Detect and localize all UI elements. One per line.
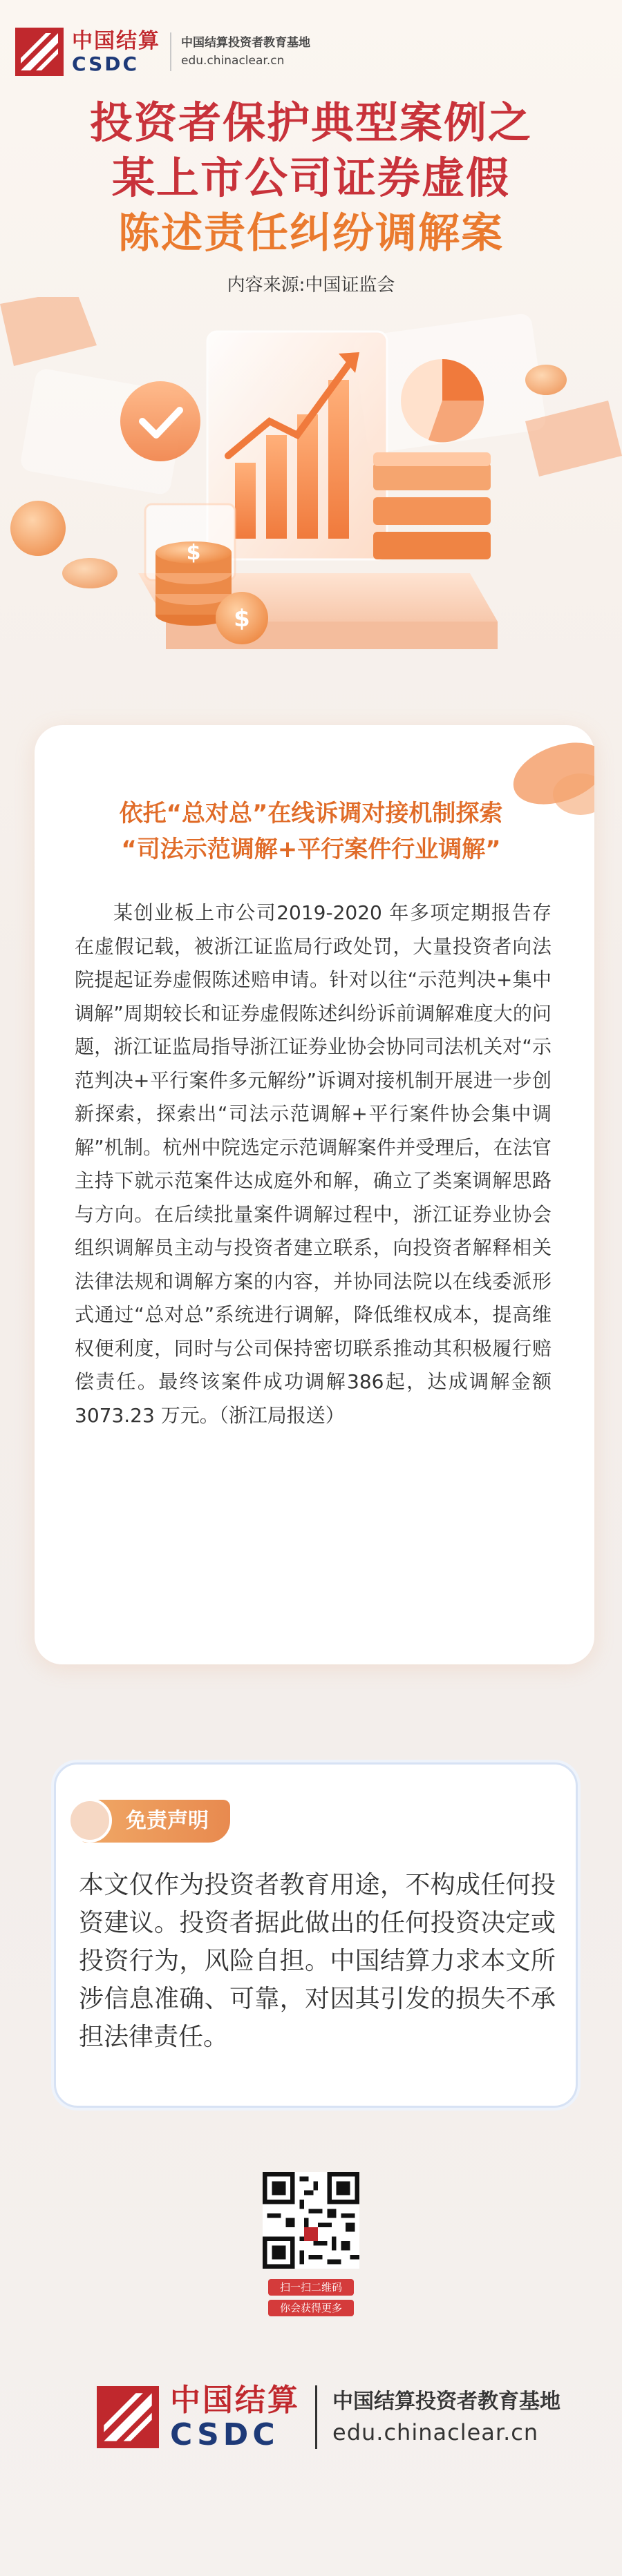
header-base-name: 中国结算投资者教育基地 bbox=[181, 36, 310, 50]
title-line-3: 陈述责任纠纷调解案 bbox=[118, 209, 504, 258]
header-logo-en: CSDC bbox=[72, 52, 140, 75]
footer-base-url[interactable]: edu.chinaclear.cn bbox=[332, 2419, 539, 2445]
csdc-footer-logo-icon bbox=[97, 2386, 159, 2448]
footer-logo-en: CSDC bbox=[170, 2417, 279, 2452]
content-source: 内容来源:中国证监会 bbox=[227, 275, 395, 296]
title-line-1: 投资者保护典型案例之 bbox=[89, 97, 532, 148]
qr-caption-2: 你会获得更多 bbox=[268, 2300, 354, 2316]
title-line-2: 某上市公司证券虚假 bbox=[111, 153, 510, 203]
footer-base-name: 中国结算投资者教育基地 bbox=[332, 2390, 560, 2414]
qr-caption-1: 扫一扫二维码 bbox=[268, 2279, 354, 2296]
case-description: 某创业板上市公司2019-2020 年多项定期报告存在虚假记载，被浙江证监局行政处罚，大量投资者向法院提起证券虚假陈述赔申请。针对以往“示范判决+集中调解”周期较长和证券虚假陈述纠纷诉前调解难度大的问题，浙江证监局指导浙江证券业协会协同司法机关对“示范判决+平行案件多元解纷”诉调对接机制开展进一步创新探索，探索出“司法示范调解+平行案件协会集中调解”机制。杭州中院选定示范调解案件并受理后，在法官主持下就示范案件达成庭外和解，确立了类案调解思路与方向。在后续批量案件调解过程中，浙江证券业协会组织调解员主动与投资者建立联系，向投资者解释相关法律法规和调解方案的内容，并协同法院以在线委派形式通过“总对总”系统进行调解，降低维权成本，提高维权便利度，同时与公司保持密切联系推动其积极履行赔偿责任。最终该案件成功调解386起，达成调解金额3073.23 万元。（浙江局报送） bbox=[75, 901, 552, 1427]
csdc-logo-icon bbox=[15, 28, 64, 76]
header-base-url[interactable]: edu.chinaclear.cn bbox=[181, 54, 285, 68]
header-logo bbox=[15, 28, 310, 76]
footer-logo bbox=[97, 2376, 560, 2459]
finance-illustration bbox=[0, 297, 622, 711]
disclaimer-tag-label: 免责声明 bbox=[126, 1809, 209, 1833]
disclaimer-text: 本文仅作为投资者教育用途，不构成任何投资建议。投资者据此做出的任何投资决定或投资行为，风险自担。中国结算力求本文所涉信息准确、可靠，对因其引发的损失不承担法律责任。 bbox=[79, 1871, 556, 2051]
footer-divider bbox=[315, 2385, 317, 2449]
card-heading bbox=[0, 796, 622, 867]
card-heading-line-1: 依托“总对总”在线诉调对接机制探索 bbox=[119, 800, 503, 827]
card-heading-line-2: “司法示范调解+平行案件行业调解” bbox=[121, 836, 501, 863]
svg-text:$: $ bbox=[234, 605, 250, 633]
disclaimer-pin-icon bbox=[68, 1798, 112, 1843]
header-divider bbox=[170, 32, 171, 71]
qr-code-icon[interactable] bbox=[263, 2172, 359, 2269]
header-logo-cn: 中国结算 bbox=[72, 29, 160, 53]
svg-text:$: $ bbox=[186, 541, 201, 565]
footer-logo-cn: 中国结算 bbox=[170, 2383, 300, 2418]
